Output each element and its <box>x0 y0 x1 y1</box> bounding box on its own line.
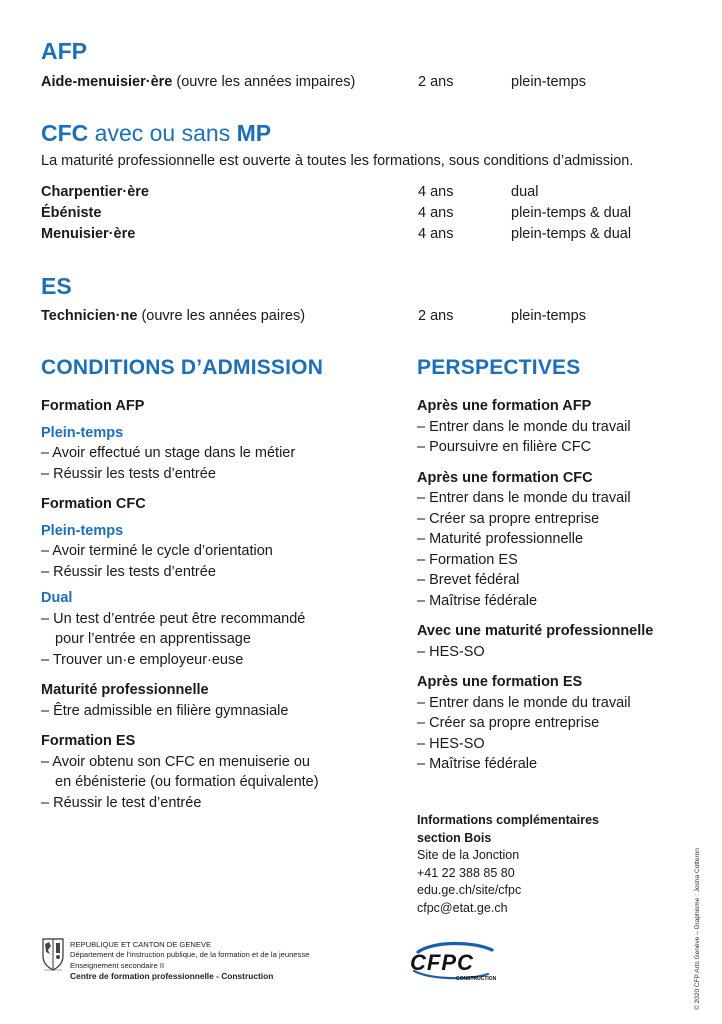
list-item: – Brevet fédéral <box>417 572 520 588</box>
list-item: – Réussir les tests d’entrée <box>41 465 216 482</box>
perspectives-column <box>417 396 697 775</box>
info-email[interactable]: cfpc@etat.ge.ch <box>417 900 508 915</box>
training-name: Technicien·ne <box>41 308 138 324</box>
cfc-heading-a: CFC <box>41 120 89 146</box>
conditions-afp-title: Formation AFP <box>41 398 145 414</box>
training-duration: 2 ans <box>418 308 454 324</box>
info-section: section Bois <box>417 830 492 845</box>
list-item: – Maturité professionnelle <box>417 531 584 547</box>
list-item: – Entrer dans le monde du travail <box>417 694 631 711</box>
perspectives-cfc-title: Après une formation CFC <box>417 469 593 486</box>
list-item: – Entrer dans le monde du travail <box>417 490 631 506</box>
conditions-mp-title: Maturité professionnelle <box>41 682 209 698</box>
list-item: – Créer sa propre entreprise <box>417 510 600 527</box>
cfc-intro: La maturité professionnelle est ouverte à toutes les formations, sous conditions d’admission. <box>41 153 634 169</box>
conditions-cfc-plein: Plein-temps <box>41 522 124 539</box>
info-site: Site de la Jonction <box>417 848 520 862</box>
list-item-continuation: pour l’entrée en apprentissage <box>55 631 251 647</box>
training-mode: plein-temps <box>511 308 586 324</box>
cfc-heading <box>41 120 271 147</box>
footer-line3: Enseignement secondaire II <box>70 960 165 970</box>
training-mode: plein-temps <box>511 74 586 90</box>
perspectives-es-title: Après une formation ES <box>417 674 583 690</box>
training-note: (ouvre les années impaires) <box>172 74 356 90</box>
conditions-heading: CONDITIONS D’ADMISSION <box>41 356 324 379</box>
conditions-es-title: Formation ES <box>41 733 136 749</box>
training-name: Aide-menuisier·ère <box>41 74 173 90</box>
perspectives-heading: PERSPECTIVES <box>417 356 581 379</box>
training-duration: 2 ans <box>418 74 454 90</box>
list-item: – Être admissible en filière gymnasiale <box>41 702 289 719</box>
table-row <box>41 306 586 326</box>
footer-institution <box>70 940 309 981</box>
training-duration: 4 ans <box>418 205 454 221</box>
geneva-coat-of-arms-icon <box>40 936 66 972</box>
contact-info <box>417 812 599 917</box>
list-item: – Trouver un·e employeur·euse <box>41 651 244 668</box>
afp-heading: AFP <box>41 38 87 64</box>
cfpc-logo <box>408 938 498 984</box>
cfc-heading-c: MP <box>236 120 272 146</box>
conditions-cfc-title: Formation CFC <box>41 496 146 512</box>
cfpc-logo-text: CFPC <box>410 950 474 975</box>
conditions-column <box>41 396 401 813</box>
cfpc-logo-sub: CONSTRUCTION <box>456 976 497 982</box>
list-item: – Maîtrise fédérale <box>417 756 538 772</box>
training-name: Charpentier·ère <box>41 184 149 200</box>
credit-text: © 2020 CFP Arts Genève – Graphisme : Josha Cotteron <box>694 848 701 1010</box>
training-mode: dual <box>511 184 539 200</box>
list-item: – Créer sa propre entreprise <box>417 715 600 731</box>
list-item: – Poursuivre en filière CFC <box>417 439 592 455</box>
es-heading: ES <box>41 273 72 299</box>
footer-line4: Centre de formation professionnelle - Construction <box>70 970 274 981</box>
training-mode: plein-temps & dual <box>511 226 632 242</box>
footer-line2: Département de l’instruction publique, de la formation et de la jeunesse <box>70 950 310 960</box>
list-item: – Avoir terminé le cycle d’orientation <box>41 543 273 559</box>
info-phone[interactable]: +41 22 388 85 80 <box>417 865 515 880</box>
list-item: – Réussir le test d’entrée <box>41 794 202 811</box>
table-row <box>41 72 586 92</box>
conditions-cfc-dual: Dual <box>41 590 73 606</box>
info-web[interactable]: edu.ge.ch/site/cfpc <box>417 883 522 897</box>
cfc-heading-b: avec ou sans <box>88 120 237 146</box>
footer-line1: REPUBLIQUE ET CANTON DE GENEVE <box>70 940 212 949</box>
list-item: – Formation ES <box>417 551 518 568</box>
list-item-continuation: en ébénisterie (ou formation équivalente) <box>55 774 319 790</box>
list-item: – Avoir effectué un stage dans le métier <box>41 445 296 461</box>
training-duration: 4 ans <box>418 184 454 200</box>
list-item: – HES-SO <box>417 643 485 660</box>
training-name: Ébéniste <box>41 205 102 221</box>
perspectives-mp-title: Avec une maturité professionnelle <box>417 623 654 639</box>
table-row <box>41 182 539 202</box>
list-item: – Un test d’entrée peut être recommandé <box>41 610 306 627</box>
table-row <box>41 203 632 223</box>
list-item: – Réussir les tests d’entrée <box>41 563 216 580</box>
conditions-afp-plein: Plein-temps <box>41 424 124 441</box>
info-title: Informations complémentaires <box>417 813 599 827</box>
training-note: (ouvre les années paires) <box>137 308 306 324</box>
list-item: – Avoir obtenu son CFC en menuiserie ou <box>41 753 310 770</box>
training-mode: plein-temps & dual <box>511 205 632 221</box>
table-row <box>41 224 632 244</box>
training-duration: 4 ans <box>418 226 454 242</box>
list-item: – Maîtrise fédérale <box>417 592 538 609</box>
list-item: – Entrer dans le monde du travail <box>417 418 631 435</box>
training-name: Menuisier·ère <box>41 226 136 242</box>
list-item: – HES-SO <box>417 735 485 752</box>
perspectives-afp-title: Après une formation AFP <box>417 398 592 414</box>
